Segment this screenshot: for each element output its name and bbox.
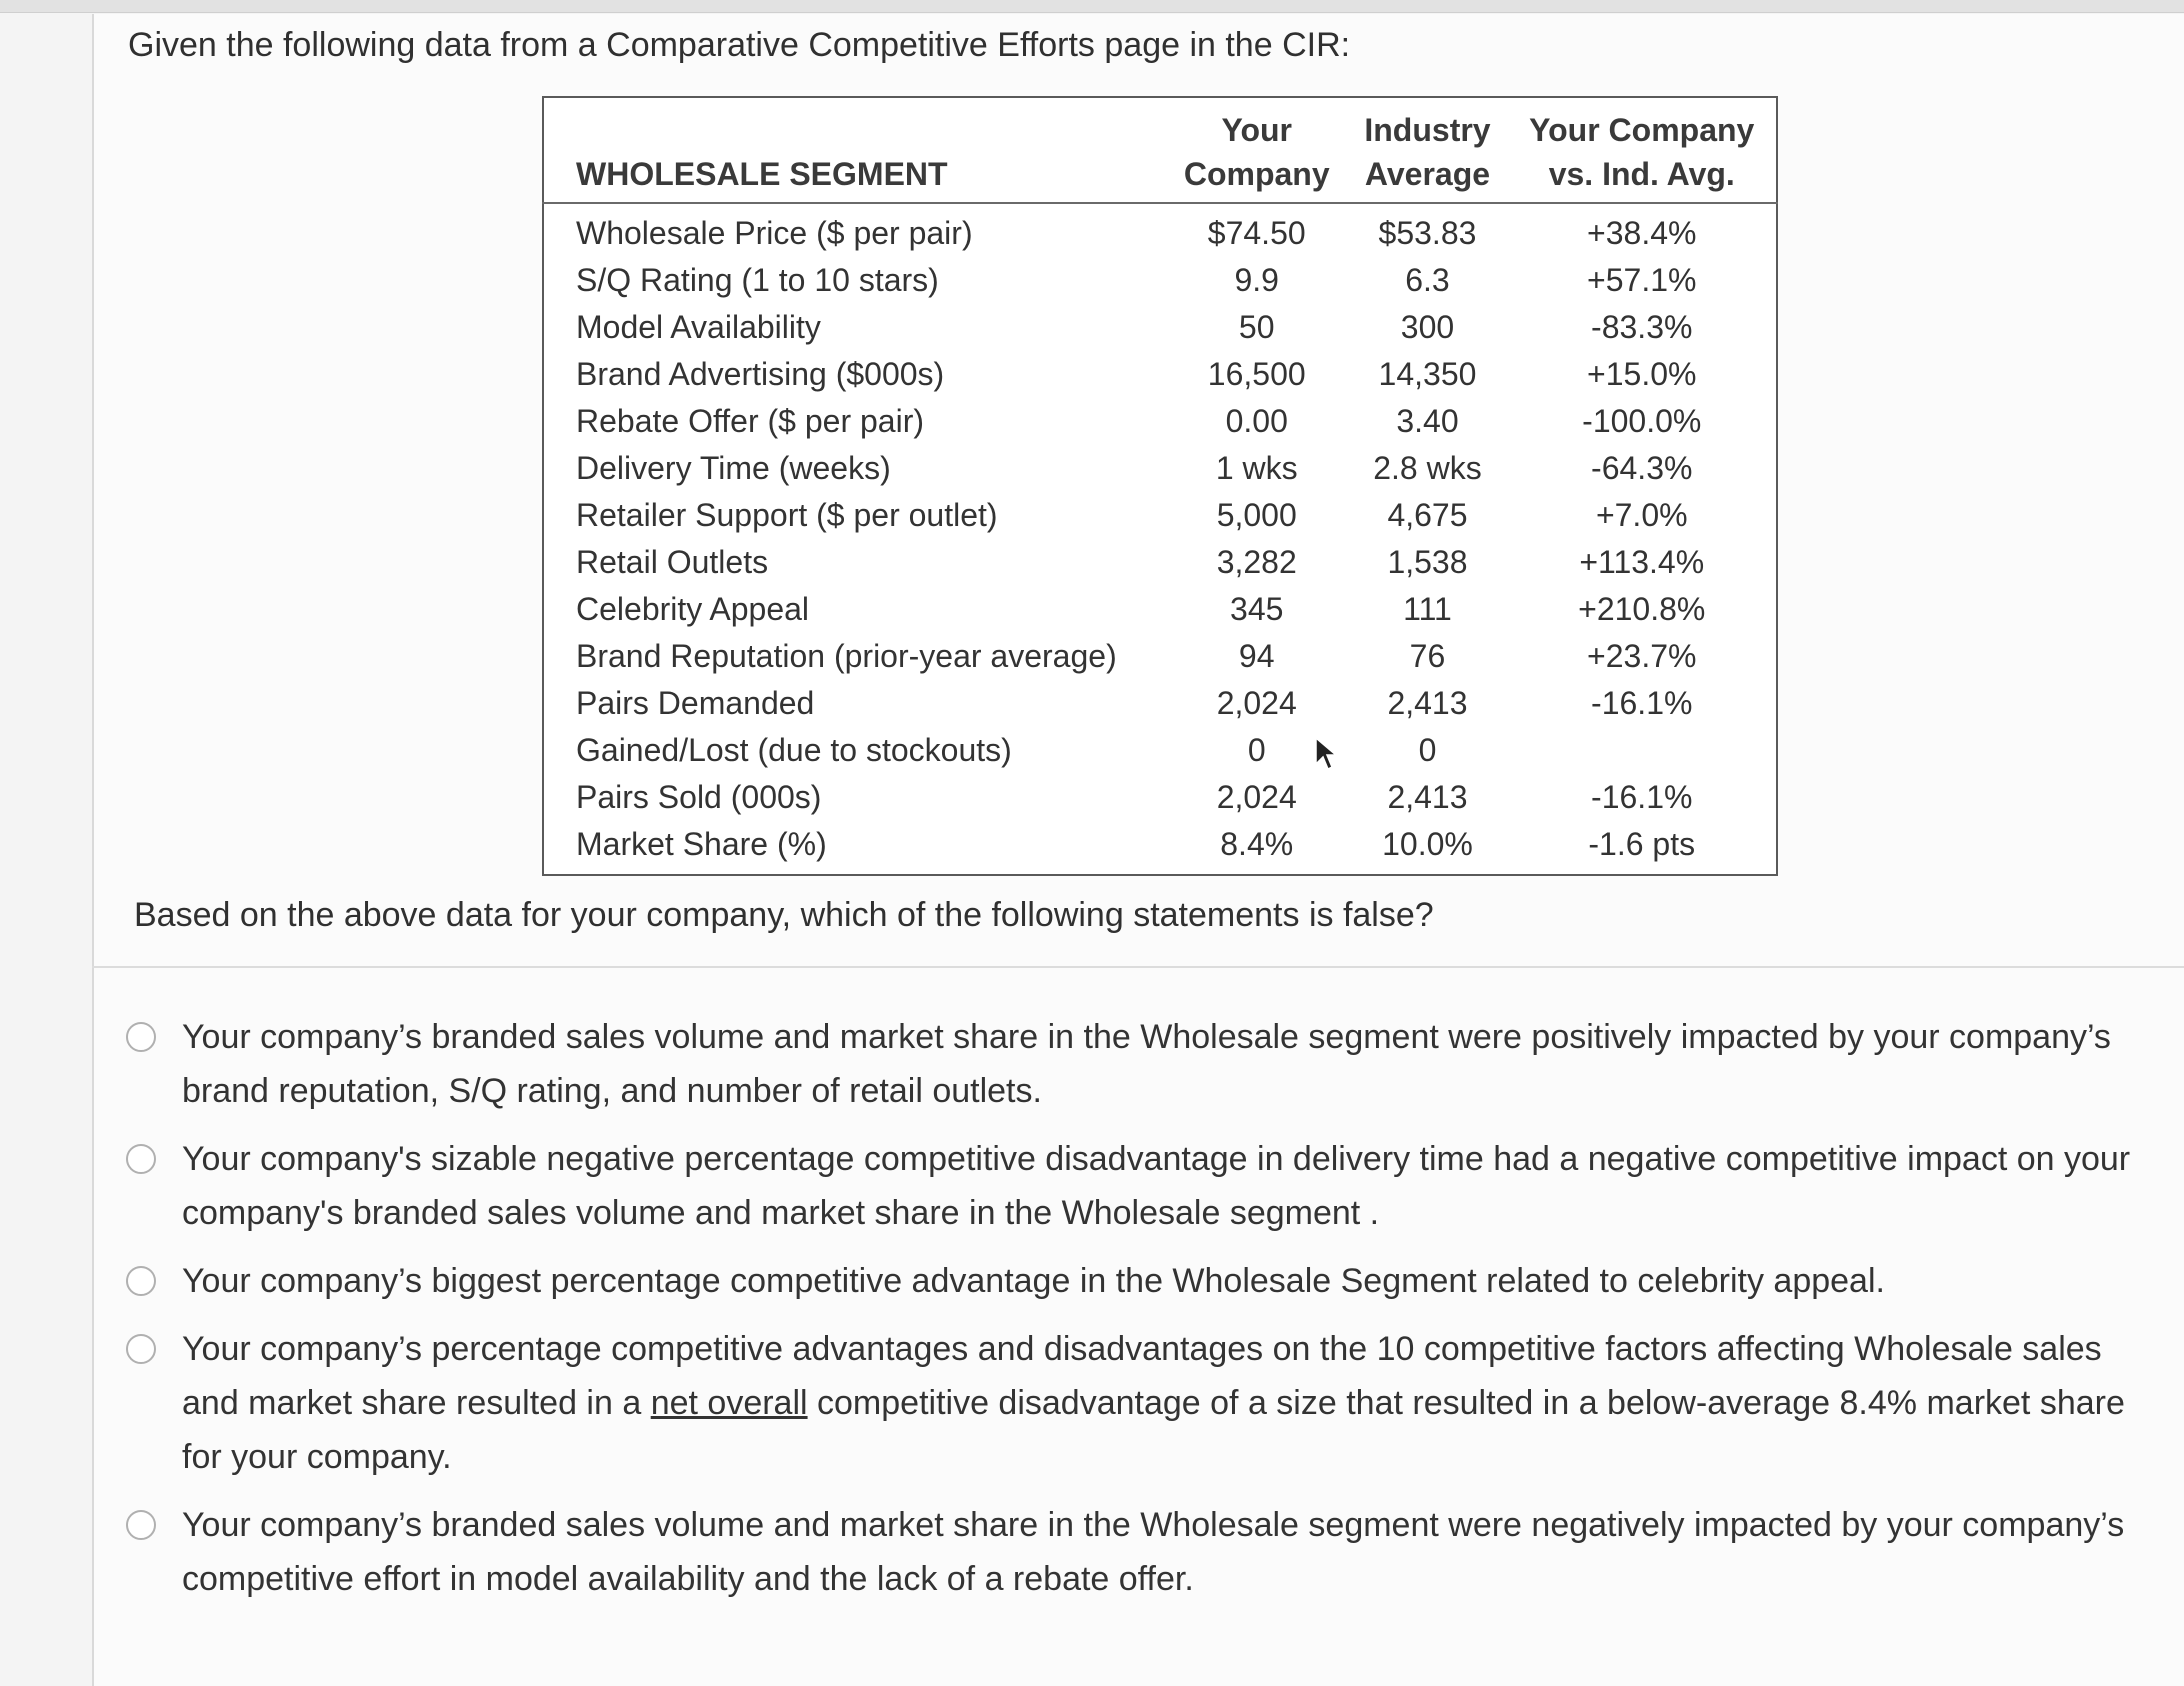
table-row (543, 445, 1777, 492)
your-company-value: 345 (1230, 591, 1284, 627)
your-company-value: 8.4% (1220, 826, 1294, 862)
industry-average-value: 2,413 (1387, 779, 1468, 815)
row-label: S/Q Rating (1 to 10 stars) (576, 262, 939, 298)
table-row (543, 680, 1777, 727)
your-company-value: 2,024 (1216, 779, 1297, 815)
your-company-value: 2,024 (1216, 685, 1297, 721)
option-text-before: Your company’s percentage competitive advantages and disadvantages on the 10 competitive factors affecting Wholesale sales and market share resulted in a (182, 1330, 2102, 1422)
vs-industry-value: -16.1% (1591, 779, 1693, 815)
radio-button[interactable] (126, 1144, 156, 1174)
row-label: Brand Advertising ($000s) (576, 356, 945, 392)
vs-industry-header (1508, 97, 1778, 203)
radio-button[interactable] (126, 1510, 156, 1540)
industry-average-value: 0 (1418, 732, 1437, 768)
answer-option[interactable] (116, 1254, 2156, 1308)
option-text-after: competitive disadvantage of a size that resulted in a below-average 8.4% market share for your company. (182, 1384, 2125, 1476)
comparative-efforts-table (542, 96, 1778, 876)
table-row (543, 304, 1777, 351)
table-row (543, 539, 1777, 586)
vs-industry-header-line2: vs. Ind. Avg. (1548, 156, 1735, 192)
row-label: Rebate Offer ($ per pair) (576, 403, 925, 439)
your-company-header-line1: Your (1221, 112, 1292, 148)
question-text: Based on the above data for your company, which of the following statements is false? (134, 896, 1434, 934)
your-company-value: 94 (1238, 638, 1275, 674)
industry-average-value: 6.3 (1405, 262, 1450, 298)
option-text: Your company's sizable negative percentage competitive disadvantage in delivery time had a negative competitive impact on your company's branded sales volume and market share in the Wholesale segment . (182, 1140, 2131, 1232)
row-label: Wholesale Price ($ per pair) (576, 215, 973, 251)
your-company-value: 9.9 (1234, 262, 1279, 298)
divider (92, 966, 2184, 968)
industry-average-value: 2,413 (1387, 685, 1468, 721)
industry-average-header-line2: Average (1364, 156, 1491, 192)
table-row (543, 633, 1777, 680)
option-text: Your company’s branded sales volume and market share in the Wholesale segment were positively impacted by your company’s brand reputation, S/Q rating, and number of retail outlets. (182, 1018, 2111, 1110)
industry-average-value: 2.8 wks (1373, 450, 1482, 486)
industry-average-value: 300 (1400, 309, 1455, 345)
your-company-value: 5,000 (1216, 497, 1297, 533)
vs-industry-value: -83.3% (1591, 309, 1693, 345)
industry-average-value: 14,350 (1378, 356, 1477, 392)
answer-option[interactable] (116, 1498, 2156, 1606)
answer-option[interactable] (116, 1132, 2156, 1240)
your-company-value: 0.00 (1225, 403, 1288, 439)
table-row (543, 586, 1777, 633)
your-company-value: 1 wks (1215, 450, 1298, 486)
radio-button[interactable] (126, 1022, 156, 1052)
row-label: Gained/Lost (due to stockouts) (576, 732, 1012, 768)
vs-industry-value: -100.0% (1582, 403, 1702, 439)
row-label: Retailer Support ($ per outlet) (576, 497, 998, 533)
segment-header: WHOLESALE SEGMENT (543, 97, 1166, 203)
vs-industry-value: +7.0% (1595, 497, 1688, 533)
your-company-value: 50 (1238, 309, 1275, 345)
table-row (543, 727, 1777, 774)
vs-industry-header-line1: Your Company (1529, 112, 1755, 148)
industry-average-value: 1,538 (1387, 544, 1468, 580)
industry-average-header (1347, 97, 1507, 203)
industry-average-value: 3.40 (1396, 403, 1459, 439)
table-row (543, 351, 1777, 398)
table-row (543, 398, 1777, 445)
radio-button[interactable] (126, 1266, 156, 1296)
row-label: Celebrity Appeal (576, 591, 810, 627)
your-company-value: $74.50 (1207, 215, 1306, 251)
table-row (543, 257, 1777, 304)
industry-average-value: 4,675 (1387, 497, 1468, 533)
row-label: Pairs Sold (000s) (576, 779, 822, 815)
vs-industry-value: +38.4% (1587, 215, 1697, 251)
radio-button[interactable] (126, 1334, 156, 1364)
your-company-value: 0 (1247, 732, 1266, 768)
table-row (543, 203, 1777, 257)
answer-options (116, 1010, 2156, 1620)
row-label: Retail Outlets (576, 544, 769, 580)
answer-option[interactable] (116, 1010, 2156, 1118)
vs-industry-value: -16.1% (1591, 685, 1693, 721)
your-company-value: 3,282 (1216, 544, 1297, 580)
vs-industry-value: +15.0% (1587, 356, 1697, 392)
table-row (543, 492, 1777, 539)
your-company-value: 16,500 (1207, 356, 1306, 392)
row-label: Delivery Time (weeks) (576, 450, 891, 486)
option-text (182, 1330, 2125, 1476)
top-strip (0, 0, 2184, 13)
your-company-header (1166, 97, 1347, 203)
option-text-underlined: net overall (650, 1384, 808, 1422)
vs-industry-value: -1.6 pts (1588, 826, 1696, 862)
row-label: Pairs Demanded (576, 685, 815, 721)
option-text: Your company’s branded sales volume and market share in the Wholesale segment were negatively impacted by your company’s competitive effort in model availability and the lack of a rebate offer. (182, 1506, 2125, 1598)
industry-average-value: 76 (1409, 638, 1446, 674)
option-text: Your company’s biggest percentage competitive advantage in the Wholesale Segment related to celebrity appeal. (182, 1262, 1885, 1300)
vs-industry-value: +113.4% (1579, 544, 1705, 580)
row-label: Model Availability (576, 309, 821, 345)
industry-average-value: 10.0% (1382, 826, 1473, 862)
table-row (543, 774, 1777, 821)
answer-option[interactable] (116, 1322, 2156, 1484)
vs-industry-value: +57.1% (1587, 262, 1697, 298)
industry-average-value: 111 (1403, 591, 1452, 627)
vs-industry-value: +210.8% (1578, 591, 1706, 627)
vs-industry-value: -64.3% (1591, 450, 1693, 486)
table-row (543, 821, 1777, 875)
industry-average-header-line1: Industry (1364, 112, 1491, 148)
mouse-pointer-icon (1314, 736, 1340, 772)
table-header-row (543, 97, 1777, 203)
question-prompt: Given the following data from a Comparative Competitive Efforts page in the CIR: (128, 26, 1351, 64)
vs-industry-value (1508, 727, 1778, 774)
industry-average-value: $53.83 (1378, 215, 1477, 251)
your-company-header-line2: Company (1183, 156, 1330, 192)
row-label: Market Share (%) (576, 826, 827, 862)
row-label: Brand Reputation (prior-year average) (576, 638, 1117, 674)
vs-industry-value: +23.7% (1587, 638, 1697, 674)
